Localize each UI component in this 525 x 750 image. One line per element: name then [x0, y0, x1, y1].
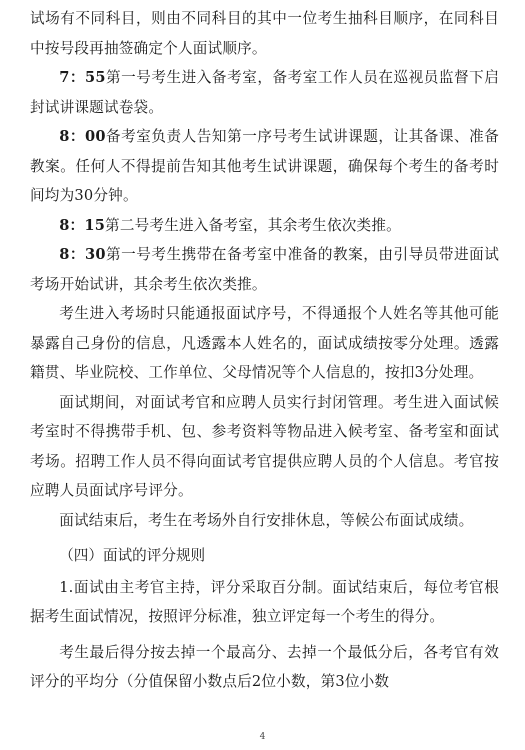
paragraph-text: 面试结束后，考生在考场外自行安排休息，等候公布面试成绩。	[59, 511, 474, 529]
time-label: 8：15	[59, 216, 106, 234]
paragraph-final-score	[30, 638, 499, 697]
paragraph-text: 第一号考生携带在备考室中准备的教案，由引导员带进面试考场开始试讲，其余考生依次类推。	[30, 246, 500, 293]
paragraph-draw-order	[30, 4, 499, 63]
paragraph-text: 考生进入考场时只能通报面试序号，不得通报个人姓名等其他可能暴露自己身份的信息，凡透露本人姓名的，面试成绩按零分处理。透露籍贯、毕业院校、工作单位、父母情况等个人信息的，按扣3分处理。	[30, 305, 499, 381]
paragraph-text: 第二号考生进入备考室，其余考生依次类推。	[105, 216, 401, 234]
paragraph-text: 面试期间，对面试考官和应聘人员实行封闭管理。考生进入面试候考室时不得携带手机、包、参考资料等物品进入候考室、备考室和面试考场。招聘工作人员不得向面试考官提供应聘人员的个人信息。考官按应聘人员面试序号评分。	[30, 393, 499, 499]
time-label: 8：30	[59, 246, 106, 263]
paragraph-after-interview	[30, 506, 499, 536]
paragraph-text: 1.面试由主考官主持，评分采取百分制。面试结束后，每位考官根据考生面试情况，按照评分标准，独立评定每一个考生的得分。	[30, 578, 499, 625]
paragraph-identity-rules	[30, 299, 499, 388]
time-label: 8：00	[59, 128, 106, 145]
paragraph-time-0755	[30, 63, 499, 122]
page-number: 4	[259, 732, 266, 742]
paragraph-time-0800	[30, 122, 499, 211]
paragraph-time-0815	[30, 211, 499, 241]
paragraph-time-0830	[30, 240, 499, 299]
paragraph-text: 第一号考生进入备考室，备考室工作人员在巡视员监督下启封试讲课题试卷袋。	[30, 69, 500, 116]
paragraph-text: 备考室负责人告知第一序号考生试讲课题，让其备课、准备教案。任何人不得提前告知其他考生试讲课题，确保每个考生的备考时间均为30分钟。	[30, 128, 500, 204]
paragraph-text: 试场有不同科目，则由不同科目的其中一位考生抽科目顺序，在同科目中按号段再抽签确定个人面试顺序。	[30, 10, 499, 57]
time-label: 7：55	[59, 69, 106, 86]
paragraph-text: 考生最后得分按去掉一个最高分、去掉一个最低分后，各考官有效评分的平均分（分值保留小数点后2位小数，第3位小数	[30, 643, 499, 690]
paragraph-scoring-host	[30, 573, 499, 632]
section-heading: （四）面试的评分规则	[59, 547, 206, 564]
paragraph-closed-management	[30, 388, 499, 506]
